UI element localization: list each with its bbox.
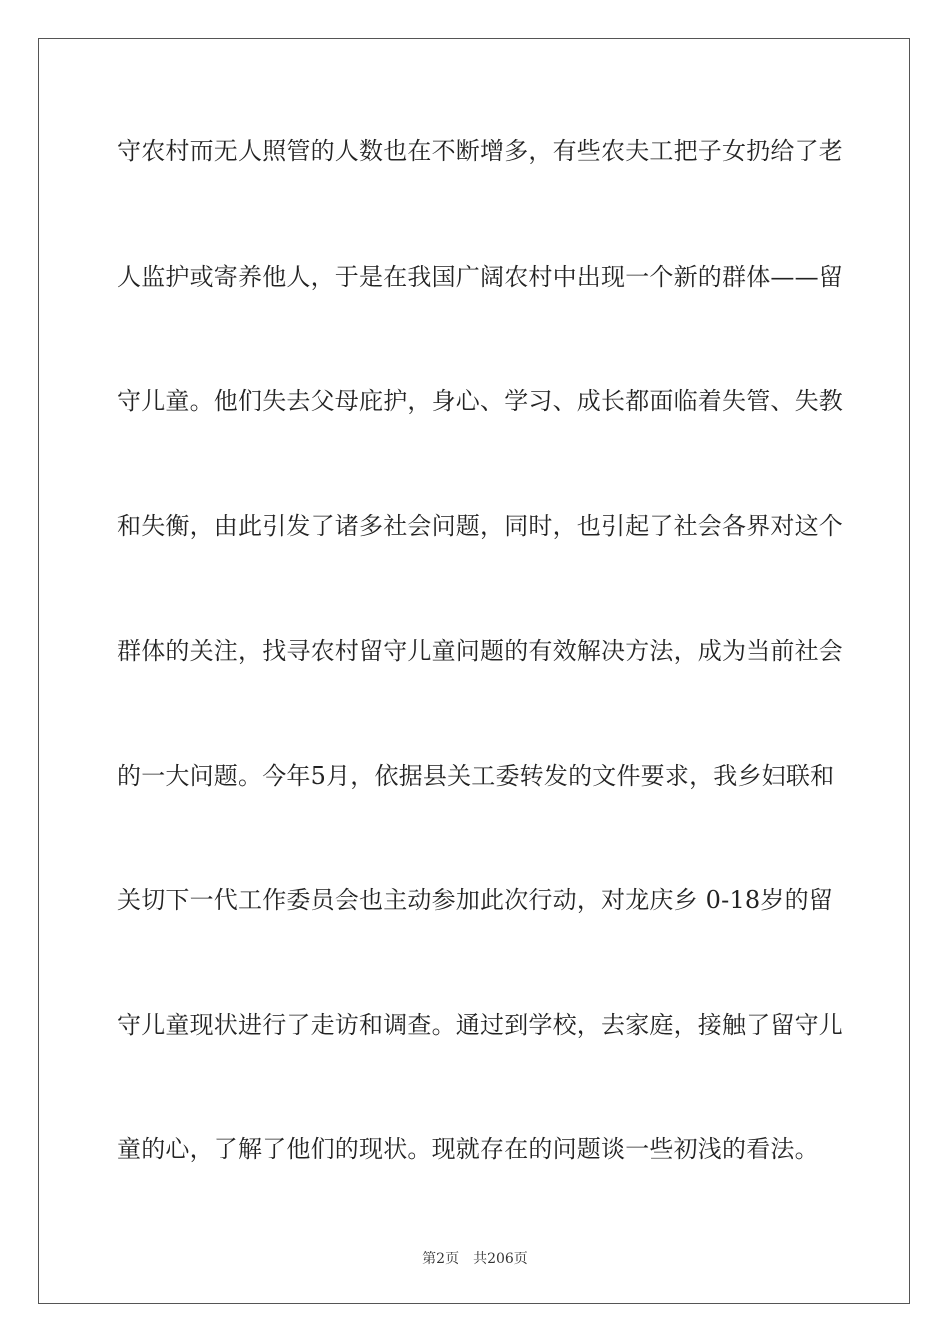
page-border bbox=[38, 38, 910, 1304]
body-text-line: 和失衡，由此引发了诸多社会问题，同时，也引起了社会各界对这个 bbox=[117, 512, 843, 540]
body-text-line: 群体的关注，找寻农村留守儿童问题的有效解决方法，成为当前社会 bbox=[117, 637, 843, 665]
body-text-line: 守儿童。他们失去父母庇护，身心、学习、成长都面临着失管、失教 bbox=[117, 387, 843, 415]
body-text-line: 的一大问题。今年5月，依据县关工委转发的文件要求，我乡妇联和 bbox=[117, 762, 835, 790]
body-text-line: 人监护或寄养他人，于是在我国广阔农村中出现一个新的群体——留 bbox=[117, 263, 843, 291]
page-number-footer: 第2页 共206页 bbox=[422, 1251, 528, 1267]
body-text-line: 守儿童现状进行了走访和调查。通过到学校，去家庭，接触了留守儿 bbox=[117, 1011, 843, 1039]
body-text-line-last: 童的心，了解了他们的现状。现就存在的问题谈一些初浅的看法。 bbox=[117, 1135, 819, 1163]
body-text-line: 守农村而无人照管的人数也在不断增多，有些农夫工把子女扔给了老 bbox=[117, 137, 843, 165]
body-text-line: 关切下一代工作委员会也主动参加此次行动，对龙庆乡 0-18岁的留 bbox=[117, 886, 833, 914]
